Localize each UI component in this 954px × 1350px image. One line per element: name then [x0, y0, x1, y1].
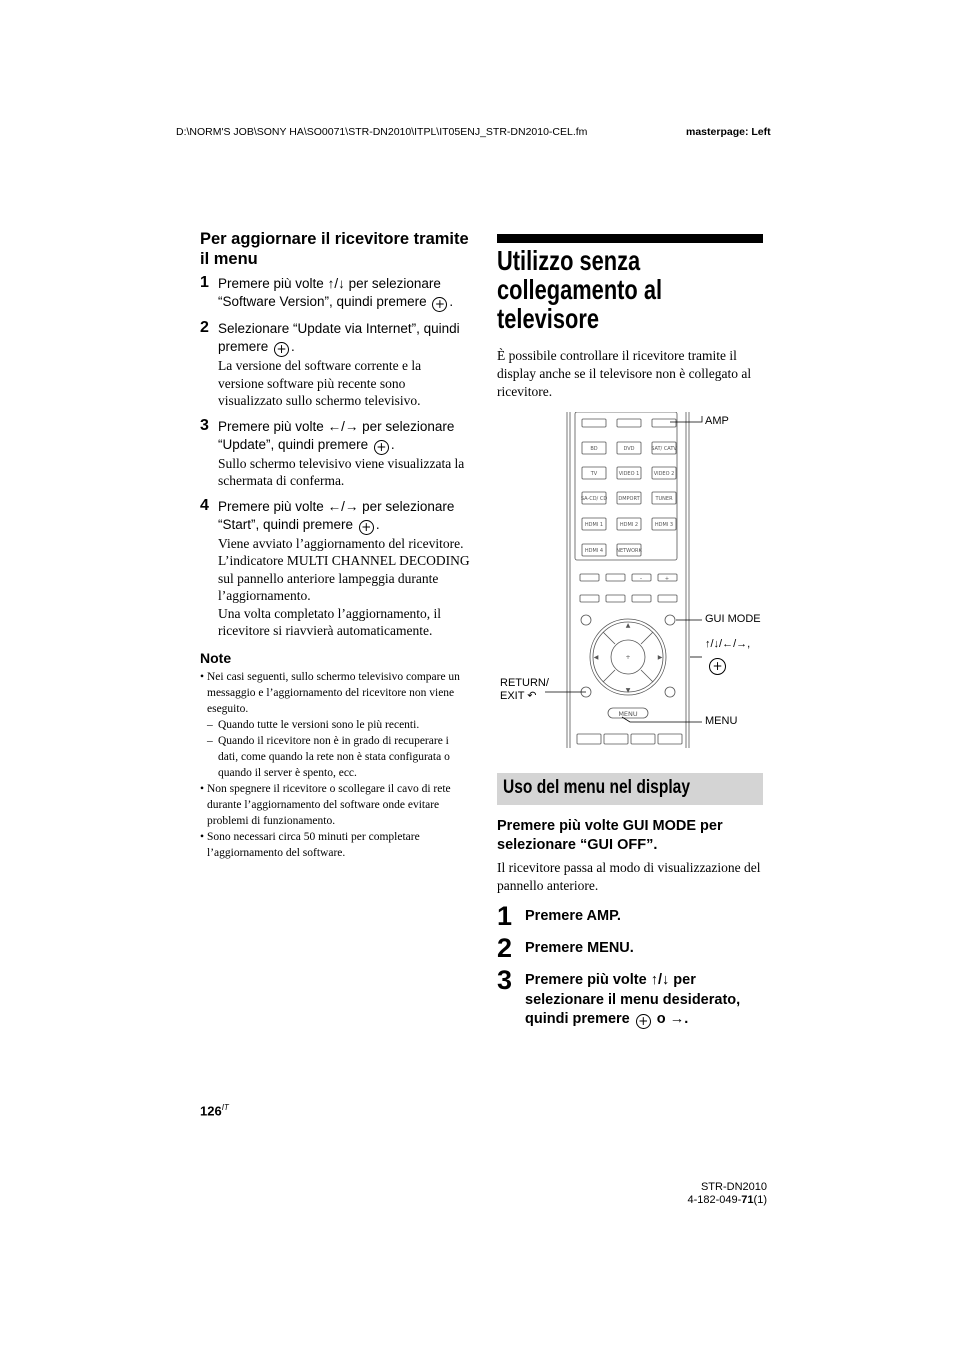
step-2: 2 Selezionare “Update via Internet”, quindi premere + . La versione del software corrente e la versione software più recente sono visualizzato sullo schermo televisivo.: [200, 320, 470, 410]
remote-btn-tv: TV: [590, 471, 598, 477]
remote-btn-plus: +: [664, 576, 670, 582]
chapter-title: Utilizzo senza collegamento al televisore: [497, 245, 663, 334]
big-step-number: 3: [497, 965, 513, 995]
step-description: Viene avviato l’aggiornamento del ricevitore.: [218, 535, 464, 551]
remote-btn-dmport: DMPORT: [618, 496, 640, 502]
heading-rule: [497, 234, 763, 243]
remote-btn-bd: BD: [590, 446, 598, 452]
remote-btn-menu: MENU: [618, 710, 638, 718]
step-number: 4: [200, 496, 209, 514]
page-number: $126^{IT}$: [200, 1103, 229, 1119]
subsection-heading: Premere più volte GUI MODE per selezionare “GUI OFF”.: [497, 818, 723, 853]
dpad-right-icon: ▶: [657, 654, 663, 661]
dpad-enter-icon: +: [625, 654, 631, 661]
arrow-icon: ↑/↓: [327, 276, 345, 291]
label-arrows: ↑/↓/←/→,: [705, 638, 751, 650]
document-code: 4-182-049-71(1): [687, 1194, 767, 1206]
file-path-header: D:\NORM'S JOB\SONY HA\SO0071\STR-DN2010\ITPL\IT05ENJ_STR-DN2010-CEL.fm: [176, 126, 588, 138]
big-step-2: [497, 933, 767, 963]
step-description: La versione del software corrente e la versione software più recente sono visualizzato sullo schermo televisivo.: [218, 358, 422, 408]
remote-btn-minus: –: [639, 576, 643, 582]
step-description: Sullo schermo televisivo viene visualizzata la schermata di conferma.: [218, 455, 465, 488]
step-number: 1: [200, 274, 209, 291]
big-step-3: [497, 965, 767, 1030]
remote-btn-tuner: TUNER: [655, 496, 673, 502]
label-gui-mode: GUI MODE: [705, 613, 761, 625]
step-4: 4 Premere più volte ←/→ per selezionare “Start”, quindi premere + . Viene avviato l’aggiornamento del ricevitore. L’indicatore MULTI CHANNEL DECODING sul pannello anteriore lampeggia durante l’aggiornamento. Una volta completato l’aggiornamento, il ricevitore si riavvierà automaticamente.: [200, 496, 470, 638]
note-subitem: – Quando il ricevitore non è in grado di recuperare i dati, come quando la rete non è stata configurata o quando il server è spento, ecc.: [207, 734, 450, 779]
step-1: 1 Premere più volte ↑/↓ per selezionare “Software Version”, quindi premere + .: [200, 274, 454, 311]
remote-btn-dvd: DVD: [623, 446, 635, 452]
note-item: • Sono necessari circa 50 minuti per completare l’aggiornamento del software.: [200, 830, 420, 859]
big-step-1: [497, 901, 767, 931]
remote-btn-hdmi4: HDMI 4: [584, 548, 604, 554]
remote-btn-hdmi2: HDMI 2: [619, 522, 639, 528]
dpad-down-icon: ▼: [625, 687, 631, 694]
dpad-left-icon: ◀: [593, 654, 599, 661]
subsection-description: Il ricevitore passa al modo di visualizzazione del pannello anteriore.: [497, 860, 761, 893]
subsection-title: Uso del menu nel display: [503, 777, 691, 798]
step-3: 3 Premere più volte ←/→ per selezionare “Update”, quindi premere + . Sullo schermo televisivo viene visualizzata la schermata di conferma.: [200, 418, 470, 490]
step-description: L’indicatore MULTI CHANNEL DECODING sul pannello anteriore lampeggia durante l’aggiornamento.: [218, 553, 470, 603]
arrow-icon: ←/→: [327, 418, 359, 434]
section-title: Per aggiornare il ricevitore tramite il menu: [200, 230, 469, 268]
remote-btn-video1: VIDEO 1: [618, 471, 640, 477]
note-item: • Non spegnere il ricevitore o scollegare il cavo di rete durante l’aggiornamento del software onde evitare problemi di funzionamento.: [200, 782, 451, 827]
note-title: Note: [200, 649, 232, 666]
note-item: • Nei casi seguenti, sullo schermo televisivo compare un messaggio e l’aggiornamento del ricevitore non viene eseguito.: [200, 670, 460, 715]
left-column: [200, 229, 470, 861]
arrow-icon: ↑/↓: [650, 972, 670, 988]
big-step-text: Premere MENU.: [525, 940, 634, 956]
step-number: 2: [200, 319, 209, 336]
big-step-text: Premere più volte ↑/↓ per selezionare il menu desiderato, quindi premere + o →.: [525, 972, 741, 1028]
step-number: 3: [200, 416, 209, 434]
enter-button-icon: +: [709, 658, 726, 675]
arrow-right-icon: →: [669, 1011, 685, 1027]
remote-btn-hdmi1: HDMI 1: [584, 522, 604, 528]
dpad-up-icon: ▲: [625, 622, 631, 629]
big-step-number: 1: [497, 901, 513, 931]
big-step-text: Premere AMP.: [525, 908, 621, 924]
arrow-icon: ←/→: [327, 498, 359, 514]
step-description: Una volta completato l’aggiornamento, il ricevitore si riavvierà automaticamente.: [218, 605, 442, 638]
enter-button-icon: +: [359, 520, 374, 535]
label-menu: MENU: [705, 715, 738, 727]
callout-lines: [540, 412, 710, 732]
masterpage-label: masterpage: Left: [686, 126, 771, 138]
enter-button-icon: +: [374, 440, 389, 455]
remote-btn-sacd: SA-CD/ CD: [580, 496, 608, 502]
intro-paragraph: È possibile controllare il ricevitore tramite il display anche se il televisore non è collegato al ricevitore.: [497, 348, 752, 399]
enter-button-icon: +: [636, 1014, 651, 1029]
enter-button-icon: +: [274, 342, 289, 357]
model-number: STR-DN2010: [700, 1181, 767, 1193]
enter-button-icon: +: [432, 297, 447, 312]
big-step-number: 2: [497, 933, 513, 963]
remote-btn-video2: VIDEO 2: [653, 471, 675, 477]
label-amp: AMP: [705, 415, 729, 427]
remote-btn-hdmi3: HDMI 3: [654, 522, 674, 528]
remote-btn-network: NETWORK: [616, 548, 642, 554]
remote-btn-sat: SAT/ CATV: [651, 446, 677, 452]
note-subitem: – Quando tutte le versioni sono le più recenti.: [207, 718, 420, 731]
label-return-exit: RETURN/ EXIT ↶: [500, 677, 549, 702]
